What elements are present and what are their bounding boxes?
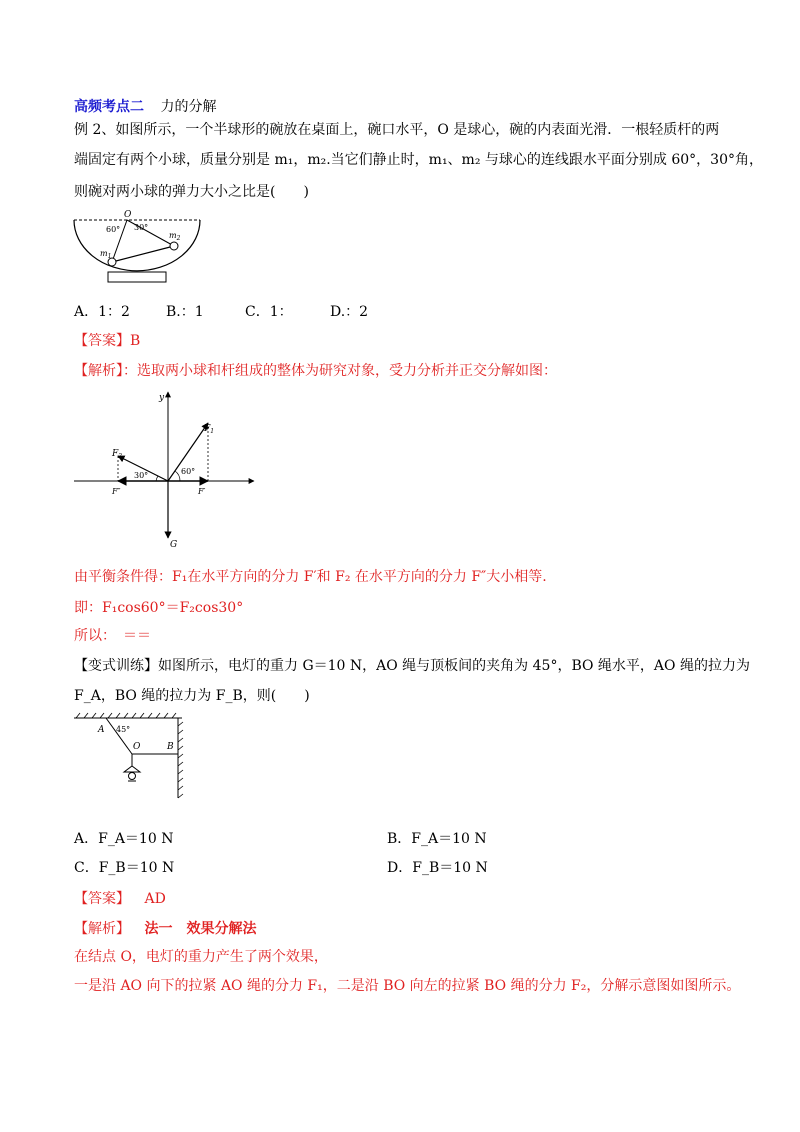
example2-line1: 例 2、如图所示，一个半球形的碗放在桌面上，碗口水平，O 是球心，碗的内表面光滑．一根轻质杆的两 — [74, 122, 720, 138]
example2-line3: 则碗对两小球的弹力大小之比是( ) — [74, 184, 309, 200]
example2-answer: 【答案】B — [74, 333, 141, 349]
section-tag: 高频考点二 — [74, 99, 144, 115]
label-fp: F′ — [198, 487, 206, 496]
label-o: O — [133, 742, 141, 752]
example2-analysis: 【解析】：选取两小球和杆组成的整体为研究对象，受力分析并正交分解如图： — [74, 363, 557, 379]
label-m1: $m_1$ — [100, 249, 112, 260]
label-angle-60-diagram: 60° — [181, 467, 196, 476]
example2-option-a: A．1：2 — [74, 304, 130, 320]
bowl-figure — [70, 208, 220, 286]
variant-option-a: A．F_A＝10 N — [74, 831, 174, 847]
label-O: O — [124, 210, 132, 220]
variant-line2: F_A，BO 绳的拉力为 F_B，则( ) — [74, 688, 310, 704]
variant-analysis-label: 【解析】 — [74, 921, 130, 937]
variant-line-b: 一是沿 AO 向下的拉紧 AO 绳的分力 F₁，二是沿 BO 向左的拉紧 BO 绳的分力 F₂，分解示意图如图所示。 — [74, 978, 741, 994]
variant-analysis-method: 法一 效果分解法 — [144, 921, 257, 937]
label-g: G — [170, 540, 178, 550]
variant-answer-value: AD — [144, 891, 166, 907]
variant-option-c: C．F_B＝10 N — [74, 860, 175, 876]
label-f2: $F_2$ — [112, 449, 123, 460]
rod-line — [112, 246, 174, 262]
lamp-figure — [72, 712, 188, 802]
angle-arc-60 — [175, 471, 180, 481]
label-f1: $F_1$ — [204, 424, 215, 435]
label-fpp: F″ — [112, 487, 121, 496]
variant-answer — [74, 889, 166, 909]
label-angle-45: 45° — [116, 725, 131, 734]
section-heading — [74, 97, 216, 117]
wall-hatch — [178, 722, 183, 798]
label-angle-30-diagram: 30° — [134, 471, 149, 480]
lamp-shade — [124, 766, 140, 772]
variant-option-b: B．F_A＝10 N — [387, 831, 487, 847]
example2-result1: 由平衡条件得：F₁在水平方向的分力 F′和 F₂ 在水平方向的分力 F″大小相等. — [74, 569, 547, 585]
variant-answer-label: 【答案】 — [74, 891, 130, 907]
variant-analysis — [74, 919, 256, 939]
example2-line2: 端固定有两个小球，质量分别是 m₁，m₂.当它们静止时，m₁、m₂ 与球心的连线跟水平面分别成 60°，30°角， — [74, 152, 763, 168]
ceiling-hatch — [76, 713, 176, 718]
label-m2: $m_2$ — [169, 231, 181, 242]
label-angle-60: 60° — [106, 225, 121, 234]
table-base — [108, 272, 166, 282]
example2-result3: 所以： ＝＝ — [74, 628, 151, 644]
example2-option-b: B.：1 — [166, 304, 204, 320]
force-diagram — [72, 388, 262, 550]
ball-m2 — [170, 242, 178, 250]
label-a: A — [98, 725, 105, 735]
rope-ao — [106, 718, 132, 754]
label-b: B — [167, 742, 174, 752]
lamp-bulb — [129, 773, 136, 780]
variant-line-a: 在结点 O，电灯的重力产生了两个效果， — [74, 949, 328, 965]
variant-option-d: D．F_B＝10 N — [387, 860, 488, 876]
example2-option-c: C．1： — [245, 304, 293, 320]
label-y: y — [159, 393, 165, 403]
section-title: 力的分解 — [160, 99, 217, 115]
example2-option-d: D.：2 — [330, 304, 369, 320]
variant-line1: 【变式训练】如图所示，电灯的重力 G＝10 N，AO 绳与顶板间的夹角为 45°，BO 绳水平，AO 绳的拉力为 — [74, 658, 750, 674]
example2-result2: 即：F₁cos60°＝F₂cos30° — [74, 600, 244, 616]
label-angle-30: 30° — [134, 223, 149, 232]
